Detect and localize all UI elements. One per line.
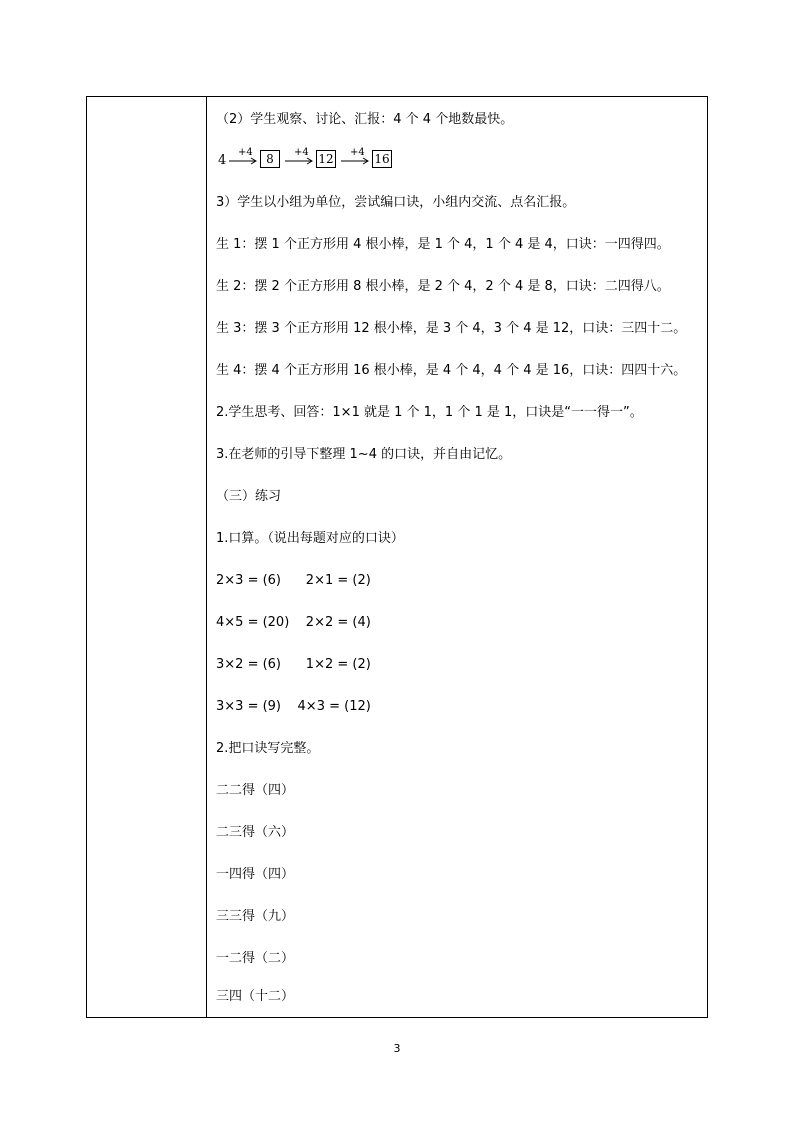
- sequence-box: 16: [372, 150, 392, 168]
- rhyme-item: 二三得（六）: [216, 825, 295, 840]
- arrow-icon: [284, 146, 314, 176]
- rhyme-item: 三四（十二）: [216, 989, 295, 1004]
- calc-line: 3×3 = (9) 4×3 = (12): [216, 699, 371, 714]
- arrow-label: +4: [350, 147, 365, 158]
- student-2-text: 生 2：摆 2 个正方形用 8 根小棒，是 2 个 4，2 个 4 是 8，口诀：二四得八。: [216, 279, 670, 294]
- calc-line: 2×3 = (6) 2×1 = (2): [216, 573, 371, 588]
- rhyme-item: 一二得（二）: [216, 951, 295, 966]
- sequence-start: 4: [218, 153, 227, 168]
- sequence-box: 12: [316, 150, 336, 168]
- arrow-label: +4: [238, 147, 253, 158]
- student-3-text: 生 3：摆 3 个正方形用 12 根小棒，是 3 个 4，3 个 4 是 12，口诀：三四十二。: [216, 321, 687, 336]
- step2-text: （2）学生观察、讨论、汇报：4 个 4 个地数最快。: [216, 112, 514, 127]
- oral-calc-heading: 1.口算。（说出每题对应的口诀）: [216, 531, 404, 546]
- rhyme-item: 一四得（四）: [216, 867, 295, 882]
- sequence-box: 8: [260, 150, 280, 168]
- arrow-label: +4: [294, 147, 309, 158]
- rhyme-item: 三三得（九）: [216, 909, 295, 924]
- page-number: 3: [393, 1042, 401, 1055]
- organize-text: 3.在老师的引导下整理 1~4 的口诀，并自由记忆。: [216, 447, 512, 462]
- student-4-text: 生 4：摆 4 个正方形用 16 根小棒，是 4 个 4，4 个 4 是 16，口诀：四四十六。: [216, 363, 687, 378]
- think-text: 2.学生思考、回答：1×1 就是 1 个 1，1 个 1 是 1，口诀是“一一得一”。: [216, 405, 643, 420]
- student-1-text: 生 1：摆 1 个正方形用 4 根小棒，是 1 个 4，1 个 4 是 4，口诀：一四得四。: [216, 237, 670, 252]
- lesson-table: [86, 96, 708, 1018]
- complete-heading: 2.把口诀写完整。: [216, 741, 320, 756]
- step3-text: 3）学生以小组为单位，尝试编口诀，小组内交流、点名汇报。: [216, 195, 576, 210]
- calc-line: 4×5 = (20) 2×2 = (4): [216, 615, 371, 630]
- rhyme-item: 二二得（四）: [216, 783, 295, 798]
- table-left-cell: [87, 97, 207, 1017]
- arrow-icon: [228, 146, 258, 176]
- arrow-icon: [340, 146, 370, 176]
- calc-line: 3×2 = (6) 1×2 = (2): [216, 657, 371, 672]
- practice-heading: （三）练习: [216, 489, 282, 504]
